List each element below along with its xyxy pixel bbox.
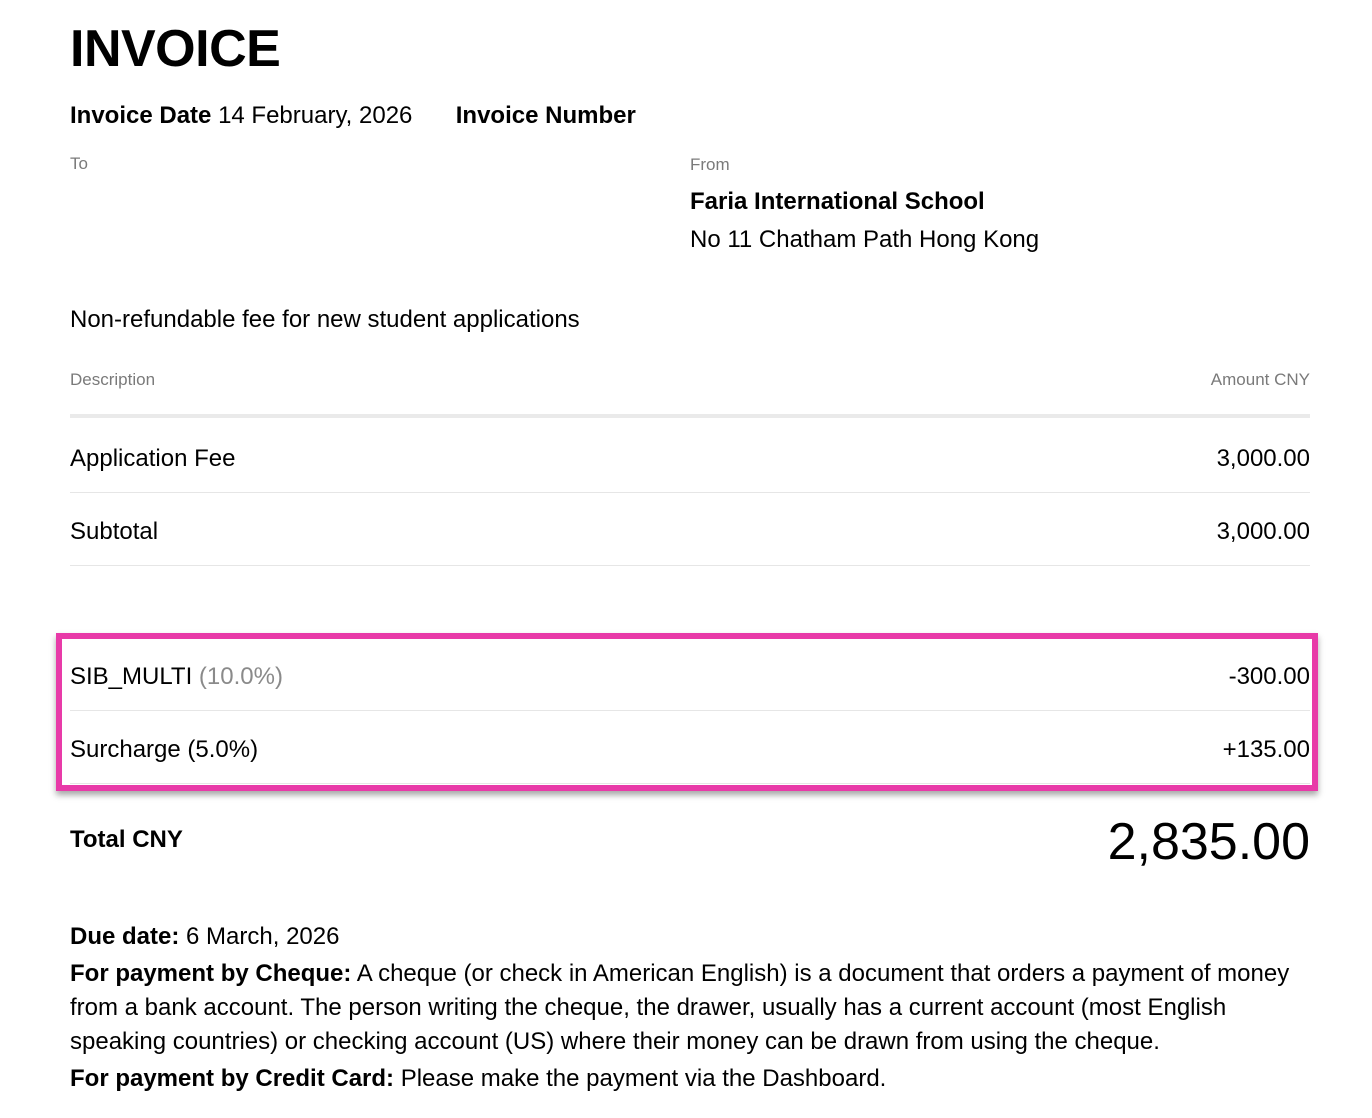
card-payment-line <box>70 1062 1310 1096</box>
discount-label-wrap <box>70 662 283 692</box>
invoice-date-label: Invoice Date <box>70 102 212 129</box>
due-date-line <box>70 920 1310 954</box>
payment-terms <box>70 920 1310 1096</box>
from-name: Faria International School <box>690 188 985 215</box>
description-header: Description <box>70 370 156 389</box>
from-address: No 11 Chatham Path Hong Kong <box>690 226 1040 253</box>
line-item-row <box>70 420 1310 493</box>
total-amount: 2,835.00 <box>1107 813 1310 871</box>
cheque-payment-label: For payment by Cheque: <box>70 960 352 987</box>
invoice-meta <box>70 100 636 132</box>
from-label: From <box>690 155 730 174</box>
surcharge-row <box>70 711 1310 784</box>
discount-row <box>70 638 1310 711</box>
table-header <box>70 368 1310 418</box>
cheque-payment-text: A cheque (or check in American English) is a document that orders a payment of money from a bank account. The person writing the cheque, the drawer, usually has a current account (most English speaking countries) or checking account (US) where their money can be drawn from using the cheque. <box>70 960 1290 1055</box>
due-date-label: Due date: <box>70 923 180 950</box>
subtotal-row <box>70 493 1310 566</box>
subtotal-amount: 3,000.00 <box>1216 518 1310 545</box>
cheque-payment-line <box>70 957 1310 1059</box>
card-payment-label: For payment by Credit Card: <box>70 1065 395 1092</box>
from-block <box>690 154 1039 256</box>
to-label: To <box>70 154 88 173</box>
amount-header: Amount CNY <box>1210 370 1310 389</box>
invoice-number-label: Invoice Number <box>455 102 636 129</box>
invoice-title: INVOICE <box>70 20 281 78</box>
total-label: Total CNY <box>70 826 183 853</box>
discount-rate: (10.0%) <box>198 663 283 690</box>
discount-label: SIB_MULTI <box>70 663 193 690</box>
subtotal-label: Subtotal <box>70 518 159 545</box>
surcharge-amount: +135.00 <box>1222 736 1310 763</box>
discount-amount: -300.00 <box>1228 663 1310 690</box>
due-date-value: 6 March, 2026 <box>186 923 340 950</box>
surcharge-label: Surcharge (5.0%) <box>70 736 259 763</box>
fee-description: Non-refundable fee for new student applications <box>70 306 580 333</box>
line-item-amount: 3,000.00 <box>1216 445 1310 472</box>
line-item-description: Application Fee <box>70 445 236 472</box>
invoice-date-value: 14 February, 2026 <box>218 102 413 129</box>
card-payment-text: Please make the payment via the Dashboard. <box>400 1065 887 1092</box>
